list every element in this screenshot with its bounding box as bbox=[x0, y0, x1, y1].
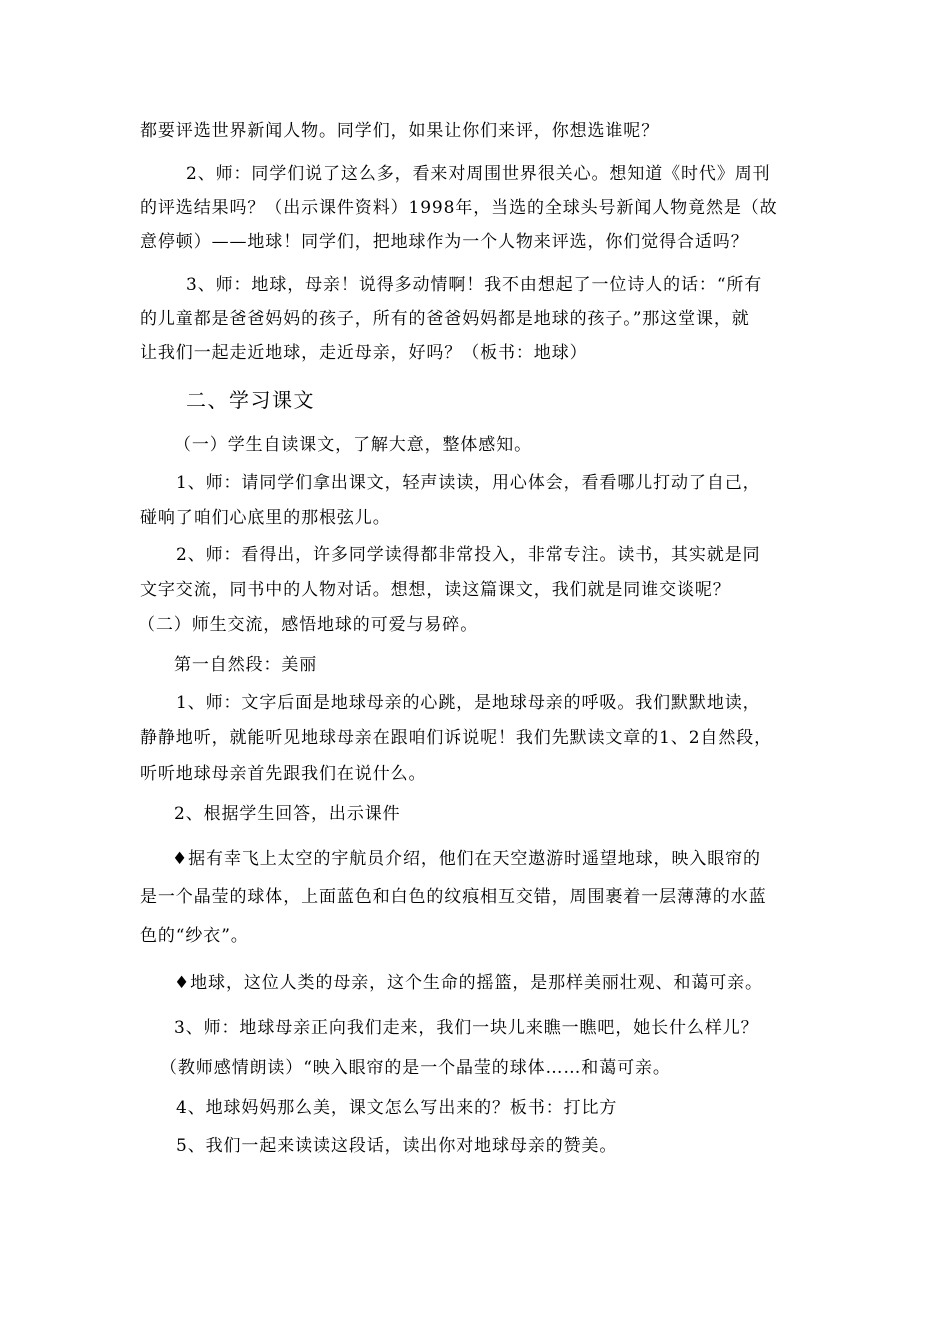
paragraph-line: 2、师：同学们说了这么多，看来对周围世界很关心。想知道《时代》周刊 bbox=[186, 164, 771, 184]
paragraph-line: 5、我们一起来读读这段话，读出你对地球母亲的赞美。 bbox=[176, 1136, 618, 1156]
subsection-heading: （一）学生自读课文，了解大意，整体感知。 bbox=[174, 435, 532, 455]
paragraph-line: 1、师：请同学们拿出课文，轻声读读，用心体会，看看哪儿打动了自己， bbox=[176, 473, 761, 493]
quoted-line: 是一个晶莹的球体，上面蓝色和白色的纹痕相互交错，周围裹着一层薄薄的水蓝 bbox=[140, 887, 767, 907]
paragraph-line: 碰响了咱们心底里的那根弦儿。 bbox=[140, 508, 391, 528]
paragraph-line: 2、根据学生回答，出示课件 bbox=[174, 804, 401, 824]
paragraph-line: 静静地听，就能听见地球母亲在跟咱们诉说呢！我们先默读文章的1、2自然段， bbox=[140, 728, 773, 748]
paragraph-line: 让我们一起走近地球，走近母亲，好吗？（板书：地球） bbox=[140, 343, 588, 363]
paragraph-line: 的儿童都是爸爸妈妈的孩子，所有的爸爸妈妈都是地球的孩子。”那这堂课，就 bbox=[140, 309, 750, 329]
paragraph-line: （教师感情朗读）“映入眼帘的是一个晶莹的球体……和蔼可亲。 bbox=[160, 1058, 671, 1078]
subsection-heading: （二）师生交流，感悟地球的可爱与易碎。 bbox=[138, 615, 479, 635]
paragraph-line: 4、地球妈妈那么美，课文怎么写出来的？板书：打比方 bbox=[176, 1098, 618, 1118]
quoted-line: ♦据有幸飞上太空的宇航员介绍，他们在天空遨游时遥望地球，映入眼帘的 bbox=[172, 849, 761, 869]
quoted-line: ♦地球，这位人类的母亲，这个生命的摇篮，是那样美丽壮观、和蔼可亲。 bbox=[174, 973, 763, 993]
paragraph-line: 听听地球母亲首先跟我们在说什么。 bbox=[140, 764, 427, 784]
paragraph-line: 意停顿）——地球！同学们，把地球作为一个人物来评选，你们觉得合适吗？ bbox=[140, 232, 749, 252]
paragraph-line: 3、师：地球母亲正向我们走来，我们一块儿来瞧一瞧吧，她长什么样儿？ bbox=[174, 1018, 759, 1038]
quoted-line: 色的“纱衣”。 bbox=[140, 926, 249, 946]
paragraph-line: 3、师：地球，母亲！说得多动情啊！我不由想起了一位诗人的话：“所有 bbox=[186, 275, 763, 295]
paragraph-line: 都要评选世界新闻人物。同学们，如果让你们来评，你想选谁呢？ bbox=[140, 121, 660, 141]
paragraph-line: 1、师：文字后面是地球母亲的心跳，是地球母亲的呼吸。我们默默地读， bbox=[176, 693, 761, 713]
section-heading: 二、学习课文 bbox=[186, 388, 315, 412]
paragraph-line: 文字交流，同书中的人物对话。想想，读这篇课文，我们就是同谁交谈呢？ bbox=[140, 580, 731, 600]
paragraph-line: 第一自然段：美丽 bbox=[174, 655, 318, 675]
paragraph-line: 的评选结果吗？（出示课件资料）1998年，当选的全球头号新闻人物竟然是（故 bbox=[140, 198, 778, 218]
paragraph-line: 2、师：看得出，许多同学读得都非常投入，非常专注。读书，其实就是同 bbox=[176, 545, 761, 565]
